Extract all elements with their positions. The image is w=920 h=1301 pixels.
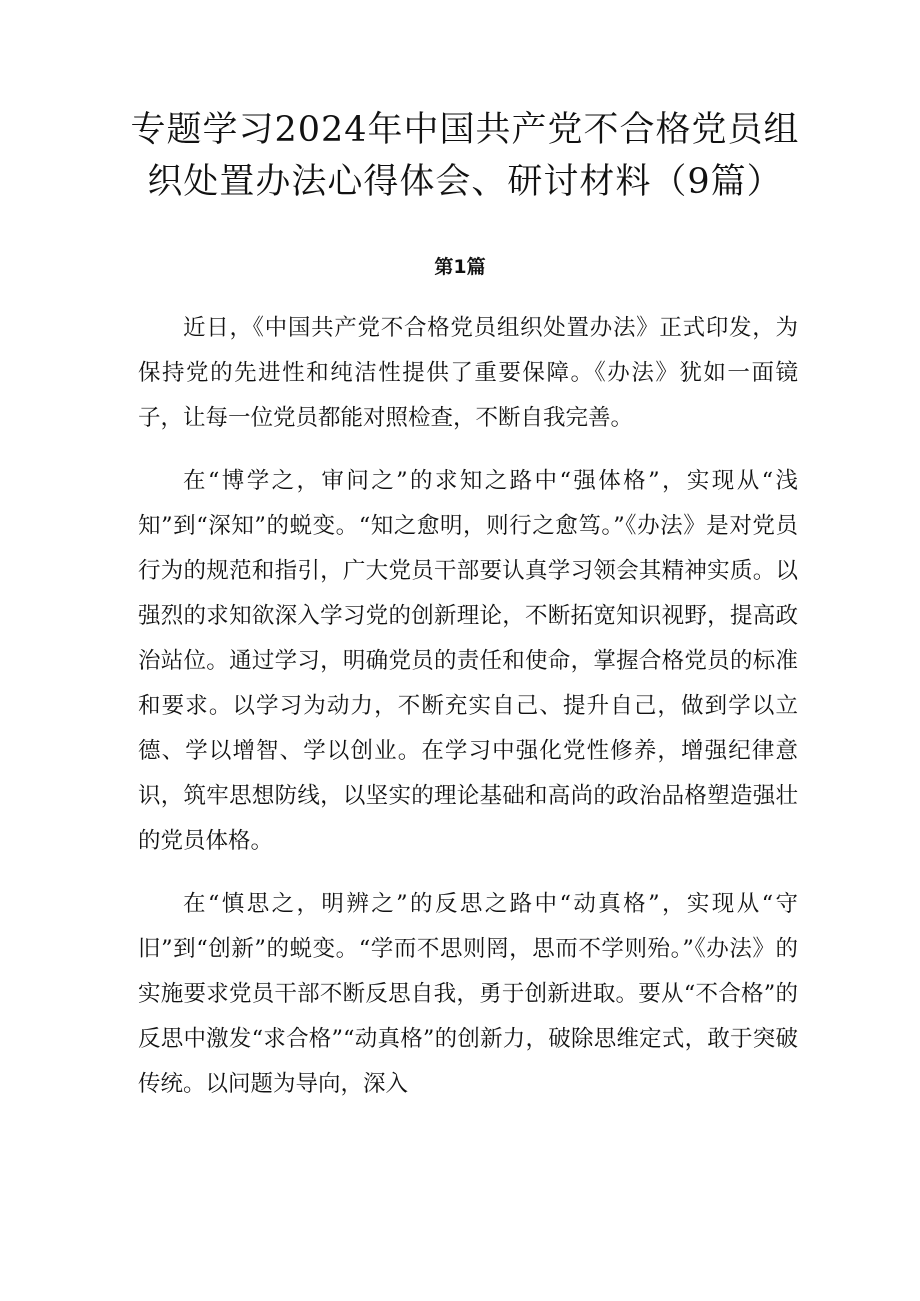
document-title: 专题学习2024年中国共产党不合格党员组织处置办法心得体会、研讨材料（9篇）	[130, 110, 800, 202]
section-heading: 第1篇	[434, 256, 486, 278]
document-body	[138, 306, 798, 1125]
paragraph: 近日，《中国共产党不合格党员组织处置办法》正式印发，为保持党的先进性和纯洁性提供了重要保障。《办法》犹如一面镜子，让每一位党员都能对照检查，不断自我完善。	[138, 315, 798, 431]
paragraph: 在“慎思之，明辨之”的反思之路中“动真格”，实现从“守旧”到“创新”的蜕变。“学而不思则罔，思而不学则殆。”《办法》的实施要求党员干部不断反思自我，勇于创新进取。要从“不合格”的反思中激发“求合格”“动真格”的创新力，破除思维定式，敢于突破传统。以问题为导向，深入	[138, 891, 798, 1097]
paragraph: 在“博学之，审问之”的求知之路中“强体格”，实现从“浅知”到“深知”的蜕变。“知之愈明，则行之愈笃。”《办法》是对党员行为的规范和指引，广大党员干部要认真学习领会其精神实质。以强烈的求知欲深入学习党的创新理论，不断拓宽知识视野，提高政治站位。通过学习，明确党员的责任和使命，掌握合格党员的标准和要求。以学习为动力，不断充实自己、提升自己，做到学以立德、学以增智、学以创业。在学习中强化党性修养，增强纪律意识，筑牢思想防线，以坚实的理论基础和高尚的政治品格塑造强壮的党员体格。	[138, 468, 798, 854]
